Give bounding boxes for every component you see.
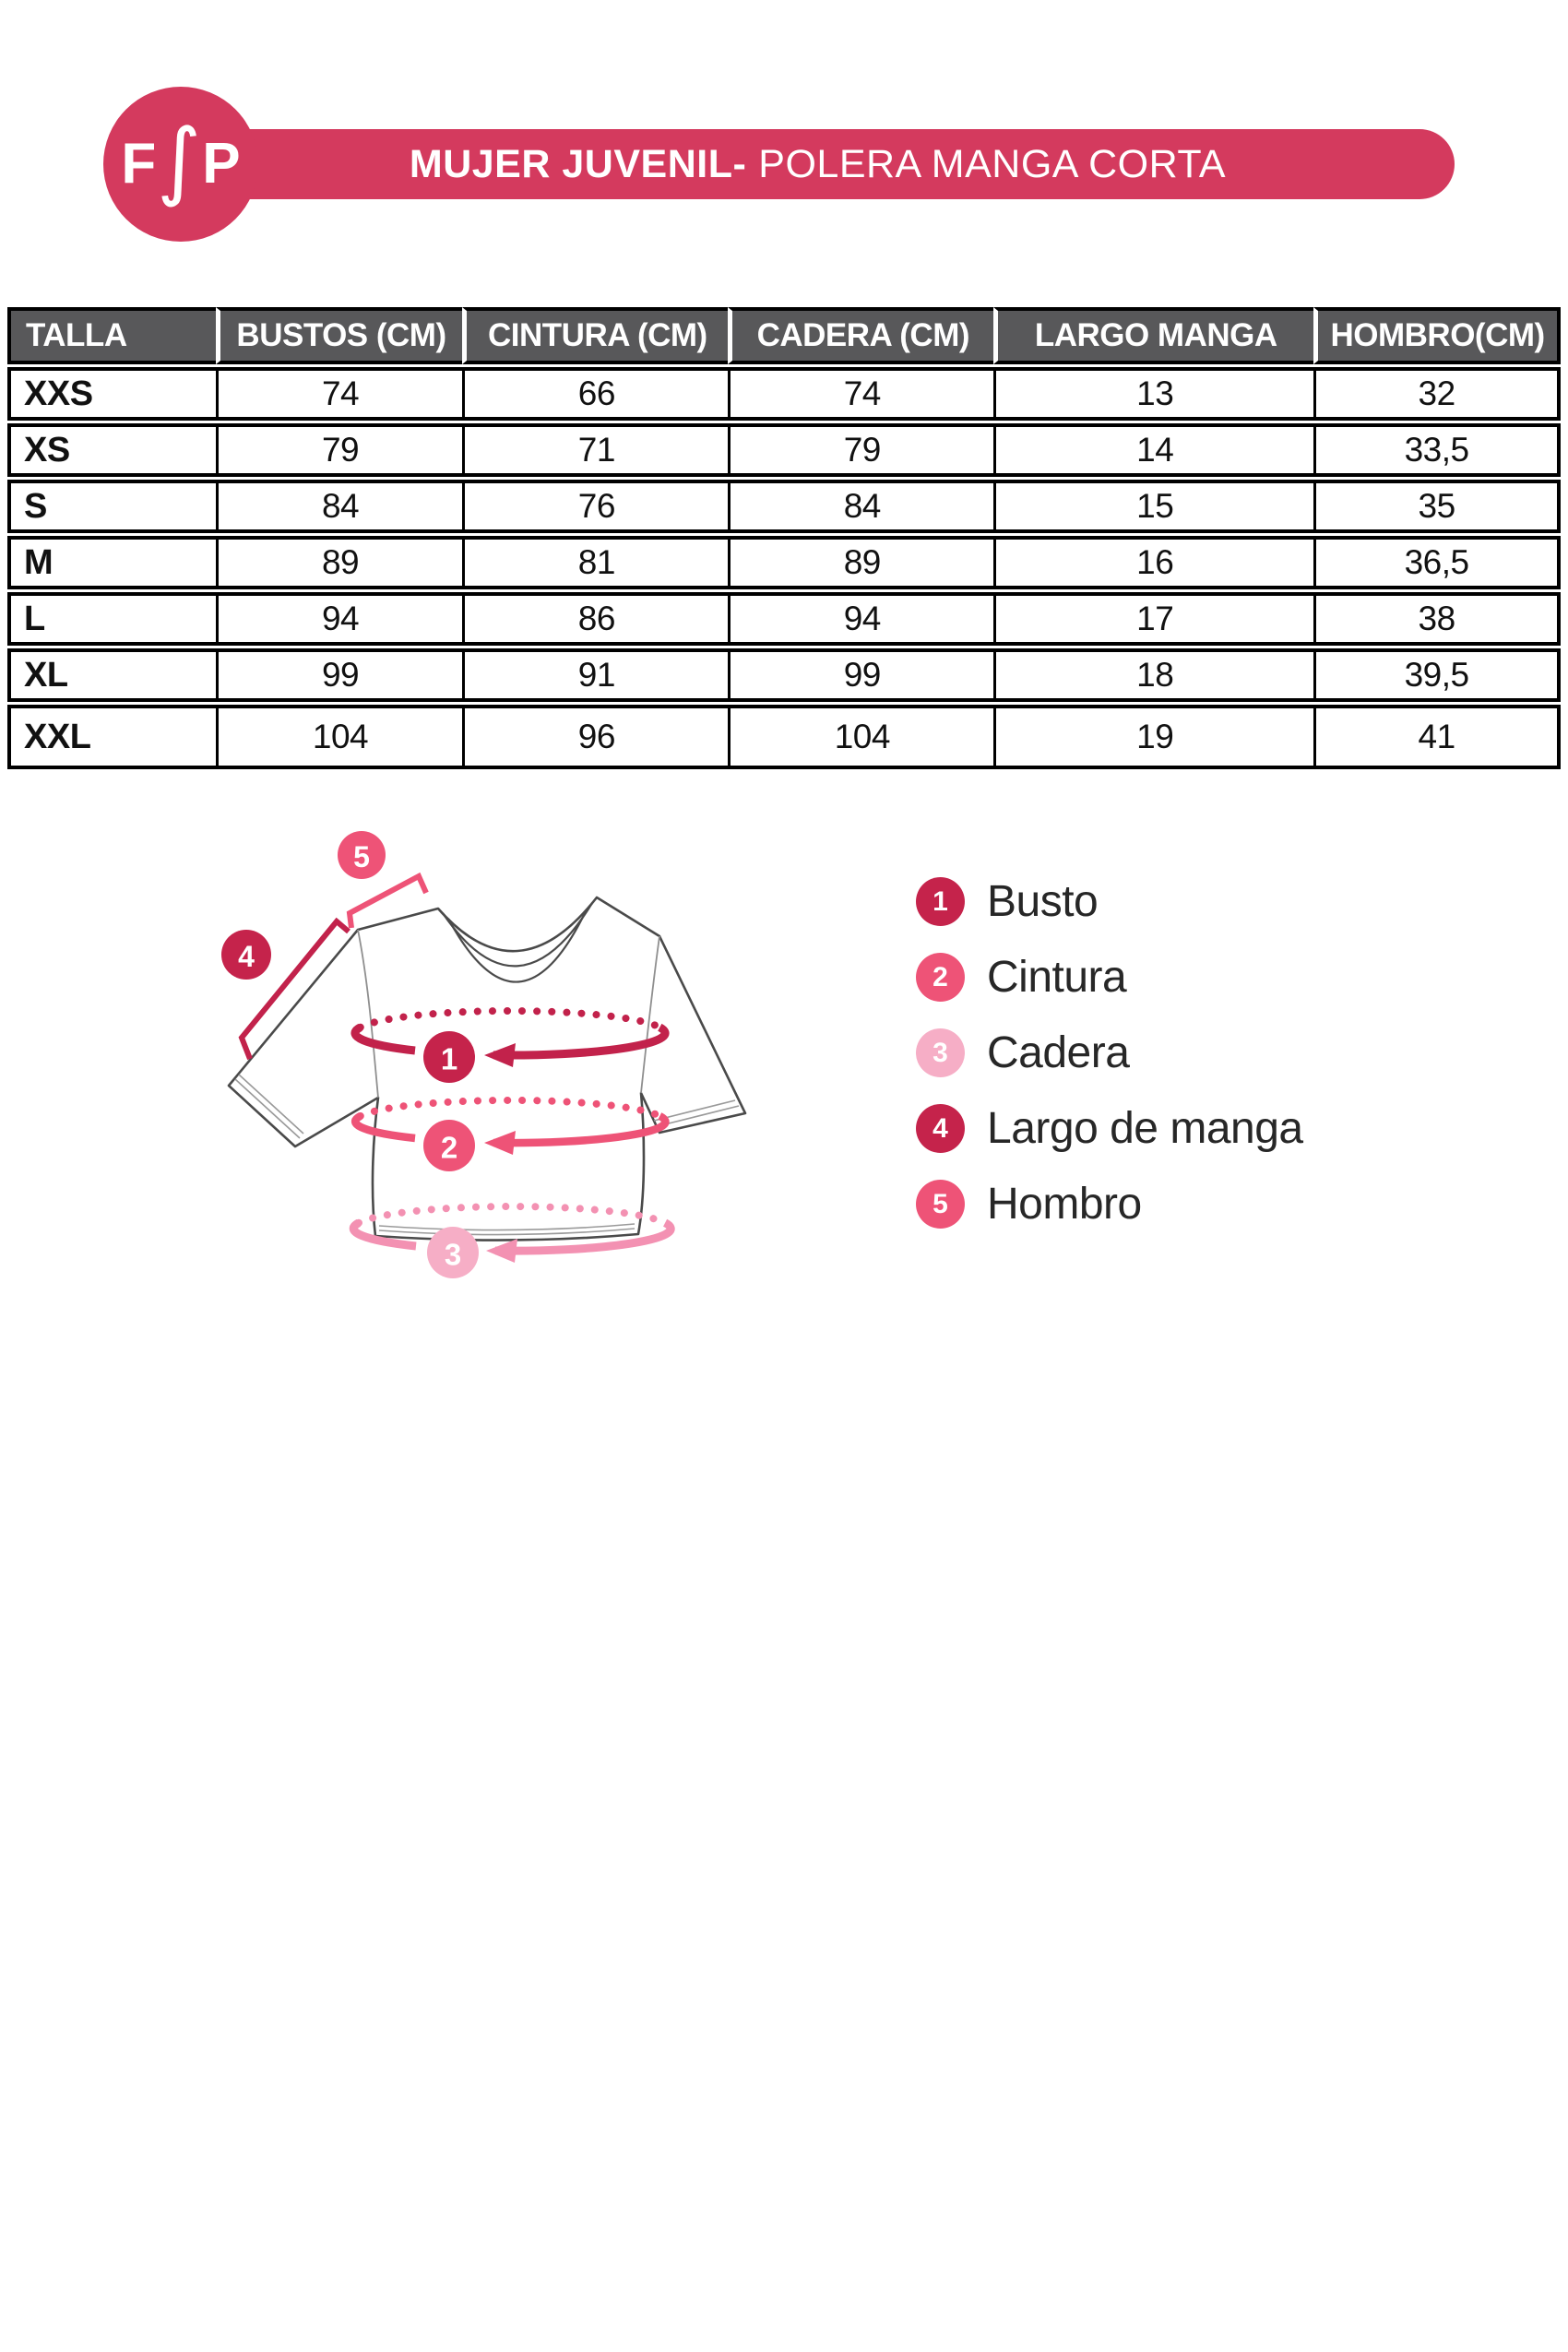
table-row <box>7 367 1561 421</box>
svg-text:4: 4 <box>238 940 255 973</box>
table-cell: XXS <box>7 367 216 421</box>
table-cell: 86 <box>462 592 728 646</box>
badge-3-hip-icon <box>427 1227 479 1278</box>
table-cell: M <box>7 536 216 589</box>
table-cell: 16 <box>993 536 1313 589</box>
logo-integral-glyph: ∫ <box>157 111 202 209</box>
legend-label: Hombro <box>987 1180 1142 1229</box>
title-bold: MUJER JUVENIL- <box>409 141 747 186</box>
table-cell: 39,5 <box>1313 648 1561 702</box>
table-row <box>7 480 1561 533</box>
table-row <box>7 423 1561 477</box>
table-cell: 96 <box>462 705 728 769</box>
table-cell: 38 <box>1313 592 1561 646</box>
legend-item-cadera <box>916 1028 1303 1077</box>
table-cell: 66 <box>462 367 728 421</box>
table-cell: 41 <box>1313 705 1561 769</box>
legend-item-largo-de-manga <box>916 1104 1303 1153</box>
table-cell: 35 <box>1313 480 1561 533</box>
measurement-legend <box>916 877 1303 1255</box>
legend-label: Busto <box>987 877 1099 926</box>
table-cell: 104 <box>728 705 993 769</box>
legend-badge-2-icon: 2 <box>916 953 965 1002</box>
legend-label: Cadera <box>987 1028 1130 1077</box>
table-cell: 79 <box>216 423 463 477</box>
table-cell: S <box>7 480 216 533</box>
svg-text:1: 1 <box>440 1041 458 1076</box>
legend-badge-1-icon: 1 <box>916 877 965 926</box>
table-row <box>7 648 1561 702</box>
table-cell: 99 <box>216 648 463 702</box>
table-cell: 18 <box>993 648 1313 702</box>
table-cell: 94 <box>728 592 993 646</box>
svg-text:3: 3 <box>444 1237 462 1272</box>
logo-letter-p: P <box>202 132 241 196</box>
tshirt-outline-icon <box>229 897 745 1241</box>
column-header-talla: TALLA <box>7 307 216 364</box>
legend-item-cintura <box>916 953 1303 1002</box>
table-cell: 74 <box>216 367 463 421</box>
table-cell: 91 <box>462 648 728 702</box>
table-cell: 19 <box>993 705 1313 769</box>
column-header-largo-manga: LARGO MANGA <box>993 307 1313 364</box>
table-cell: 81 <box>462 536 728 589</box>
legend-badge-5-icon: 5 <box>916 1180 965 1229</box>
table-cell: 14 <box>993 423 1313 477</box>
table-cell: 15 <box>993 480 1313 533</box>
size-table <box>7 304 1561 772</box>
title-regular: POLERA MANGA CORTA <box>758 141 1227 186</box>
table-row <box>7 592 1561 646</box>
table-cell: 84 <box>728 480 993 533</box>
table-row <box>7 705 1561 769</box>
badge-1-bust-icon <box>423 1031 475 1083</box>
table-header-row <box>7 307 1561 364</box>
table-cell: 89 <box>728 536 993 589</box>
table-cell: 104 <box>216 705 463 769</box>
column-header-cadera: CADERA (CM) <box>728 307 993 364</box>
table-cell: 99 <box>728 648 993 702</box>
table-cell: 76 <box>462 480 728 533</box>
table-cell: 17 <box>993 592 1313 646</box>
table-cell: XL <box>7 648 216 702</box>
column-header-hombro: HOMBRO(CM) <box>1313 307 1561 364</box>
legend-label: Largo de manga <box>987 1104 1303 1153</box>
table-cell: 74 <box>728 367 993 421</box>
table-cell: 89 <box>216 536 463 589</box>
legend-label: Cintura <box>987 953 1127 1002</box>
column-header-bustos: BUSTOS (CM) <box>216 307 463 364</box>
logo-letter-f: F <box>121 132 157 196</box>
brand-logo <box>103 87 258 242</box>
table-cell: 13 <box>993 367 1313 421</box>
table-cell: 79 <box>728 423 993 477</box>
title-banner <box>181 129 1455 199</box>
table-cell: L <box>7 592 216 646</box>
svg-text:2: 2 <box>440 1130 458 1165</box>
badge-4-sleeve-icon <box>221 930 271 980</box>
badge-5-shoulder-icon <box>338 831 386 879</box>
table-cell: 33,5 <box>1313 423 1561 477</box>
table-cell: XXL <box>7 705 216 769</box>
legend-item-hombro <box>916 1180 1303 1229</box>
column-header-cintura: CINTURA (CM) <box>462 307 728 364</box>
table-cell: 94 <box>216 592 463 646</box>
table-row <box>7 536 1561 589</box>
table-cell: 71 <box>462 423 728 477</box>
badge-2-waist-icon <box>423 1120 475 1171</box>
table-cell: 36,5 <box>1313 536 1561 589</box>
table-cell: XS <box>7 423 216 477</box>
legend-badge-3-icon: 3 <box>916 1028 965 1077</box>
table-cell: 84 <box>216 480 463 533</box>
svg-text:5: 5 <box>353 840 370 873</box>
legend-badge-4-icon: 4 <box>916 1104 965 1153</box>
table-cell: 32 <box>1313 367 1561 421</box>
legend-item-busto <box>916 877 1303 926</box>
tshirt-measurement-diagram <box>208 828 802 1313</box>
